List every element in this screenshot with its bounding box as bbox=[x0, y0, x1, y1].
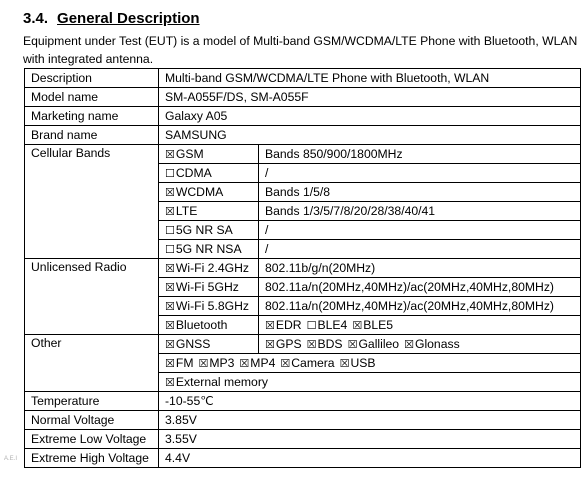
band-cell bbox=[159, 335, 259, 354]
row-label: Temperature bbox=[25, 392, 159, 411]
band-value: 802.11a/n(20MHz,40MHz)/ac(20MHz,40MHz,80MHz) bbox=[259, 297, 581, 316]
row-label: Other bbox=[25, 335, 159, 392]
checkbox-icon: ☐ bbox=[165, 223, 175, 237]
option-label: BDS bbox=[317, 336, 343, 351]
option-gallileo bbox=[348, 337, 400, 351]
option-mp3 bbox=[198, 356, 234, 370]
row-value: 4.4V bbox=[159, 449, 581, 468]
row-label: Marketing name bbox=[25, 107, 159, 126]
checkbox-icon: ☒ bbox=[165, 299, 175, 313]
option-label: BLE5 bbox=[363, 317, 394, 332]
table-row-cellular bbox=[25, 145, 581, 164]
checkbox-icon: ☒ bbox=[265, 318, 275, 332]
row-label: Unlicensed Radio bbox=[25, 259, 159, 335]
band-value: Bands 1/3/5/7/8/20/28/38/40/41 bbox=[259, 202, 581, 221]
option-mp4 bbox=[239, 356, 275, 370]
row-label: Normal Voltage bbox=[25, 411, 159, 430]
checkbox-icon: ☒ bbox=[165, 147, 175, 161]
checkbox-icon: ☒ bbox=[239, 356, 250, 370]
option-fm bbox=[165, 356, 193, 370]
band-cell bbox=[159, 145, 259, 164]
band-name: GSM bbox=[175, 146, 204, 161]
checkbox-icon: ☒ bbox=[352, 318, 363, 332]
table-row-normal-voltage bbox=[25, 411, 581, 430]
table-row-marketing bbox=[25, 107, 581, 126]
row-value: 3.85V bbox=[159, 411, 581, 430]
checkbox-icon: ☒ bbox=[280, 356, 291, 370]
band-value: 802.11a/n(20MHz,40MHz)/ac(20MHz,40MHz,80MHz) bbox=[259, 278, 581, 297]
option-label: Gallileo bbox=[358, 336, 400, 351]
band-name: 5G NR SA bbox=[175, 222, 233, 237]
option-camera bbox=[280, 356, 334, 370]
table-row-high-voltage bbox=[25, 449, 581, 468]
option-ble5 bbox=[352, 318, 393, 332]
option-label: MP3 bbox=[209, 355, 235, 370]
band-cell bbox=[159, 202, 259, 221]
band-value: / bbox=[259, 240, 581, 259]
option-label: GPS bbox=[275, 336, 302, 351]
checkbox-icon: ☒ bbox=[165, 185, 175, 199]
checkbox-icon: ☒ bbox=[306, 337, 317, 351]
row-label: Extreme Low Voltage bbox=[25, 430, 159, 449]
checkbox-icon: ☒ bbox=[165, 375, 175, 389]
row-value: Multi-band GSM/WCDMA/LTE Phone with Bluetooth, WLAN bbox=[159, 69, 581, 88]
section-number: 3.4. bbox=[23, 10, 49, 27]
checkbox-icon: ☒ bbox=[339, 356, 350, 370]
band-value: Bands 850/900/1800MHz bbox=[259, 145, 581, 164]
row-label: Extreme High Voltage bbox=[25, 449, 159, 468]
table-row-model bbox=[25, 88, 581, 107]
band-name: GNSS bbox=[175, 336, 211, 351]
band-cell bbox=[159, 183, 259, 202]
band-cell bbox=[159, 259, 259, 278]
checkbox-icon: ☒ bbox=[165, 356, 175, 370]
band-name: Wi-Fi 2.4GHz bbox=[175, 260, 249, 275]
band-name: Bluetooth bbox=[175, 317, 228, 332]
band-cell bbox=[159, 164, 259, 183]
checkbox-icon: ☒ bbox=[165, 337, 175, 351]
table-row-other bbox=[25, 335, 581, 354]
option-gps bbox=[265, 337, 302, 351]
gnss-options bbox=[259, 335, 581, 354]
row-label: Model name bbox=[25, 88, 159, 107]
band-value: 802.11b/g/n(20MHz) bbox=[259, 259, 581, 278]
section-heading bbox=[23, 10, 200, 27]
band-name: WCDMA bbox=[175, 184, 224, 199]
band-cell bbox=[159, 278, 259, 297]
band-cell bbox=[159, 316, 259, 335]
checkbox-icon: ☐ bbox=[306, 318, 317, 332]
band-value: / bbox=[259, 221, 581, 240]
row-value: SAMSUNG bbox=[159, 126, 581, 145]
table-row-brand bbox=[25, 126, 581, 145]
option-label: BLE4 bbox=[317, 317, 348, 332]
option-label: EDR bbox=[275, 317, 302, 332]
band-cell bbox=[159, 240, 259, 259]
table-row-description bbox=[25, 69, 581, 88]
band-name: LTE bbox=[175, 203, 198, 218]
option-label: MP4 bbox=[250, 355, 276, 370]
intro-paragraph: Equipment under Test (EUT) is a model of Multi-band GSM/WCDMA/LTE Phone with Bluetooth, WLAN with integrated antenna. bbox=[23, 34, 578, 66]
option-label: Glonass bbox=[414, 336, 460, 351]
band-value: Bands 1/5/8 bbox=[259, 183, 581, 202]
option-label: Camera bbox=[291, 355, 335, 370]
checkbox-icon: ☒ bbox=[404, 337, 414, 351]
option-ble4 bbox=[307, 318, 348, 332]
checkbox-icon: ☒ bbox=[347, 337, 358, 351]
row-label: Cellular Bands bbox=[25, 145, 159, 259]
bluetooth-options bbox=[259, 316, 581, 335]
band-name: CDMA bbox=[175, 165, 212, 180]
option-glonass bbox=[404, 337, 460, 351]
section-title: General Description bbox=[57, 10, 200, 27]
option-usb bbox=[340, 356, 376, 370]
table-row-temperature bbox=[25, 392, 581, 411]
option-bds bbox=[307, 337, 343, 351]
row-value: -10-55℃ bbox=[159, 392, 581, 411]
checkbox-icon: ☒ bbox=[198, 356, 209, 370]
option-edr bbox=[265, 318, 302, 332]
checkbox-icon: ☐ bbox=[165, 166, 175, 180]
row-label: Brand name bbox=[25, 126, 159, 145]
band-cell bbox=[159, 297, 259, 316]
row-value: SM-A055F/DS, SM-A055F bbox=[159, 88, 581, 107]
option-label: USB bbox=[350, 355, 376, 370]
row-value: 3.55V bbox=[159, 430, 581, 449]
checkbox-icon: ☒ bbox=[165, 318, 175, 332]
band-name: Wi-Fi 5GHz bbox=[175, 279, 239, 294]
checkbox-icon: ☒ bbox=[265, 337, 275, 351]
checkbox-icon: ☐ bbox=[165, 242, 175, 256]
row-label: Description bbox=[25, 69, 159, 88]
option-label: External memory bbox=[175, 374, 268, 389]
band-name: Wi-Fi 5.8GHz bbox=[175, 298, 249, 313]
band-value: / bbox=[259, 164, 581, 183]
table-row-unlicensed bbox=[25, 259, 581, 278]
table-row-low-voltage bbox=[25, 430, 581, 449]
memory-option bbox=[159, 373, 581, 392]
checkbox-icon: ☒ bbox=[165, 204, 175, 218]
row-value: Galaxy A05 bbox=[159, 107, 581, 126]
option-label: FM bbox=[175, 355, 194, 370]
media-options bbox=[159, 354, 581, 373]
corner-mark: A.E.I bbox=[4, 456, 18, 462]
band-name: 5G NR NSA bbox=[175, 241, 242, 256]
band-cell bbox=[159, 221, 259, 240]
checkbox-icon: ☒ bbox=[165, 280, 175, 294]
checkbox-icon: ☒ bbox=[165, 261, 175, 275]
specification-table bbox=[24, 68, 581, 468]
